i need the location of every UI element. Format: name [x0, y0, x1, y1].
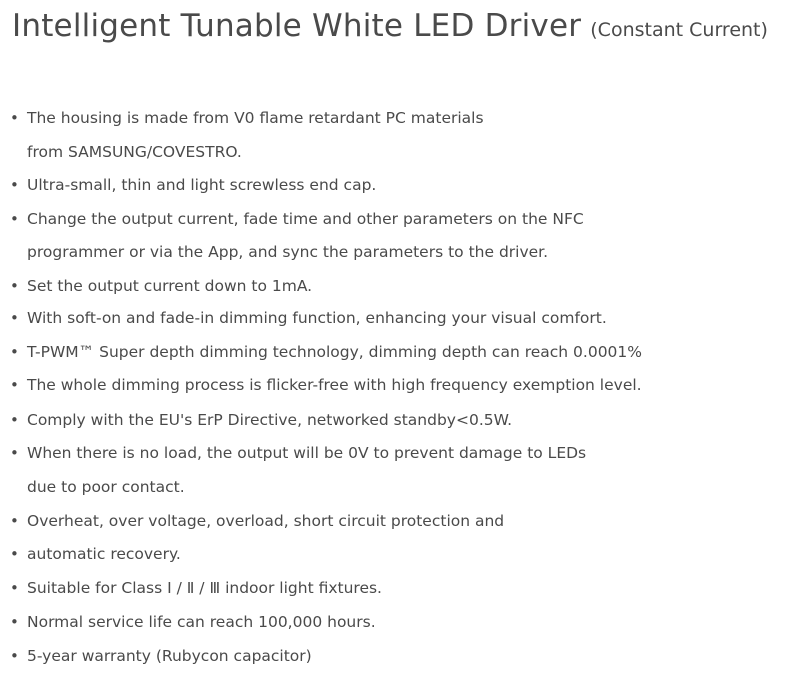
feature-text: With soft-on and fade-in dimming function, enhancing your visual comfort.	[27, 309, 607, 327]
feature-text: Ultra-small, thin and light screwless end cap.	[27, 176, 377, 194]
bullet-marker: •	[10, 309, 19, 327]
feature-text: Comply with the EU's ErP Directive, networked standby<0.5W.	[27, 411, 513, 429]
bullet-marker: •	[10, 343, 19, 361]
bullet-marker: •	[10, 579, 19, 597]
bullet-marker: •	[10, 411, 19, 429]
bullet-marker: •	[10, 647, 19, 665]
feature-text: The housing is made from V0 flame retardant PC materials	[27, 109, 484, 127]
feature-text: due to poor contact.	[27, 478, 185, 496]
title-subtitle: (Constant Current)	[590, 19, 768, 41]
bullet-marker: •	[10, 376, 19, 394]
feature-text: 5-year warranty (Rubycon capacitor)	[27, 647, 312, 665]
feature-text: Overheat, over voltage, overload, short circuit protection and	[27, 512, 505, 530]
bullet-marker: •	[10, 176, 19, 194]
bullet-marker: •	[10, 109, 19, 127]
bullet-marker: •	[10, 277, 19, 295]
feature-text: Set the output current down to 1mA.	[27, 277, 313, 295]
page-title	[12, 4, 768, 53]
bullet-marker: •	[10, 545, 19, 563]
feature-text: When there is no load, the output will be 0V to prevent damage to LEDs	[27, 444, 587, 462]
bullet-marker: •	[10, 613, 19, 631]
title-main: Intelligent Tunable White LED Driver	[12, 8, 582, 44]
feature-text: Change the output current, fade time and other parameters on the NFC	[27, 210, 584, 228]
feature-text: from SAMSUNG/COVESTRO.	[27, 143, 242, 161]
feature-text: Normal service life can reach 100,000 hours.	[27, 613, 376, 631]
feature-text: The whole dimming process is flicker-free with high frequency exemption level.	[27, 376, 642, 394]
bullet-marker: •	[10, 512, 19, 530]
feature-text: T-PWM™ Super depth dimming technology, dimming depth can reach 0.0001%	[27, 343, 643, 361]
feature-text: programmer or via the App, and sync the parameters to the driver.	[27, 243, 549, 261]
feature-text: automatic recovery.	[27, 545, 181, 563]
feature-text: Suitable for Class Ⅰ / Ⅱ / Ⅲ indoor light fixtures.	[27, 579, 382, 597]
bullet-marker: •	[10, 210, 19, 228]
bullet-marker: •	[10, 444, 19, 462]
